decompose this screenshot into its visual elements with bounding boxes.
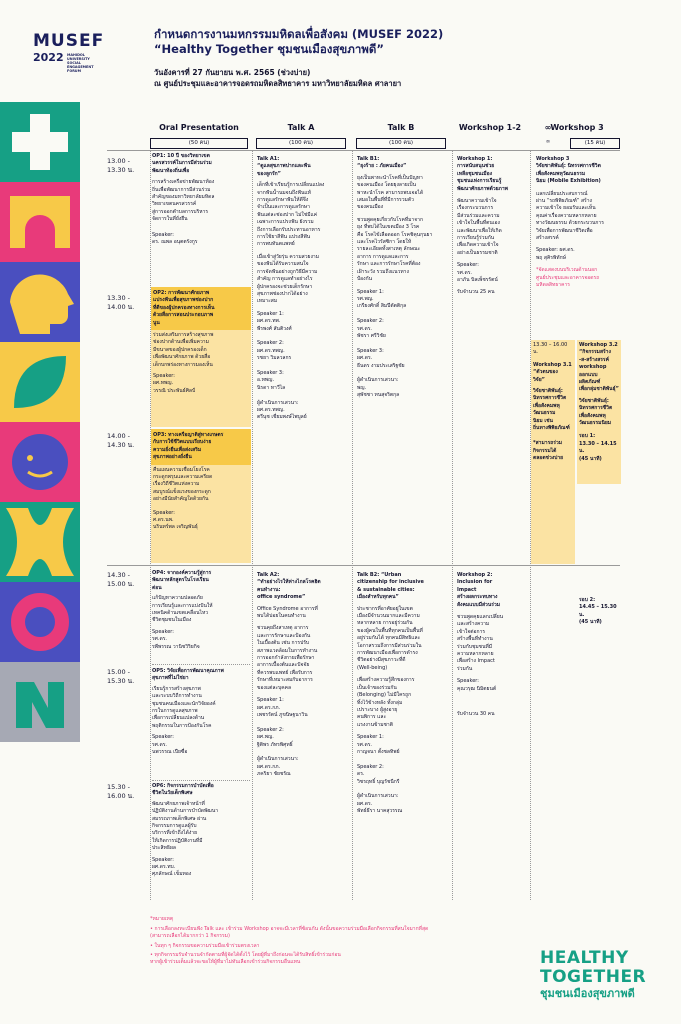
- oral-body: ร่วมส่งเสริมการสร้างสุขภาพ ช่องปากด้านเพื่อเพิ่มความ มีขนาดของผู้ปกครองเด็ก เพื่อพัฒนาศักยภาพ ด้วยสื่อ เด็กบกพร่องทางการมองเห็น: [153, 332, 214, 368]
- oral-body: แก้ปัญหาความปลอดภัย การเรียนรู้และการแบ่งปันให้ เทคนิคด้านเขตเคลื่อนไหว ชีวิตชุมชนในเมือง: [152, 595, 213, 624]
- workshop-body: พัฒนาความเข้าใจ เรื่องกระบวนการ มีส่วนร่วมและความ เข้าใจในพื้นที่ตนเอง และพัฒนาเพื่อให้เกิด การเรียนรู้ร่วมกัน เพื่อเกิดความเข้าใจ อย่างเป็นธรรมชาติ: [457, 198, 502, 256]
- talk-body-2: ชวนพูดคุยเกี่ยวกับโรคที่มาจาก ยุง ที่พบได้ในเขตเมือง 3 โรค คือ โรคไข้เลือดออก โรคชิคุนกุนยา และโรคไวรัสซิกา โดยให้ รายละเอียดทั้งสาเหตุ ลักษณะ อาการ การดูแลและการ รักษา และการรักษาโรคที่ต้อง เฝ้าระวัง รวมถึงแนวทาง ป้องกัน: [357, 216, 433, 283]
- workshop31-note: *สามารถร่วมกิจกรรมได้ ตลอดช่วงบ่าย: [533, 440, 564, 462]
- plus-tile: [0, 102, 80, 182]
- talk-speakers: Speaker 1: ผศ.ดร.กภ. เพชรรัตน์ ภูขนิษฐนาวิน Speaker 2: ผศ.พญ. ฐิติพร ภัทรพิศุทธิ์ ผู้ดำเนินการเสวนา: ผศ.ดร.กภ. ภคริยา ชัยชรัณ: [257, 697, 308, 778]
- talk-speakers: Speaker 1: รศ.ดร. กาญจนา ตั้งชลทิพย์ Speaker 2: ดร. วิชรฤทธิ์ บุญรัชนีกรี ผู้ดำเนินการเสวนา: ผศ.ดร. พัทธ์ธีรา นาคสุวรรณ: [357, 734, 403, 815]
- workshop31-title: Workshop 3.1 “ตัวตนของ วิจัย”: [533, 361, 572, 383]
- healthy-together-brand: [540, 949, 646, 1001]
- oral-speaker: Speaker: ดร. ณพล อนุตตรังกูร: [152, 231, 198, 246]
- col-line: [352, 150, 353, 900]
- time-slot: 15.00 - 15.30 น.: [107, 668, 135, 685]
- brand-line-3: ชุมชนเมืองสุขภาพดี: [540, 987, 635, 1000]
- talk-body-2: ชวนคุยถึงสาเหตุ อาการ และการรักษาและป้องกัน ในเบื้องต้น เช่น การปรับ สภาพแวดล้อมในการทำงาน การออกกำลังกายเพื่อรักษา อาการเบื้องต้นและปัจจัย ที่ควรพบแพทย์ เพื่อรับการ รักษาที่เหมาะสมกับอาการ ของแต่ละบุคคล: [257, 625, 318, 691]
- page-subtitle: “Healthy Together ชุมชนเมืองสุขภาพดี”: [154, 42, 384, 56]
- workshop32-round2: รอบ 2: 14.45 – 15.30 น. (45 นาที): [579, 597, 617, 626]
- oral-session-5: [152, 668, 250, 756]
- oral-speaker: Speaker: ผศ.ทพญ. วรรณิ ประพันธ์ศิลป์: [153, 373, 196, 394]
- oral-session-1: [152, 153, 250, 246]
- session-divider: [152, 664, 250, 665]
- x-tile: [0, 502, 80, 582]
- workshop32-title: Workshop 3.2 “กิจกรรมสร้าง -ส-สร้างสรรค์ workshop ออกแบบ ผลิตภัณฑ์ เพื่อกลุ่มชาติพันธุ์”: [579, 342, 619, 393]
- note-1: • การเลือกลงทะเบียนฟัง Talk และ เข้าร่วม Workshop อาจจะมีเวลาที่ซ้อนกัน ดังนั้นขอความร่วมมือเลือกกิจกรรมที่สนใจมากที่สุด (สามารถเลือกได้มากกว่า 1 กิจกรรม): [150, 926, 429, 940]
- oral-body: พัฒนาศักยภาพเจ้าหน้าที่ ปฏิบัติงานด้านการบำบัดพัฒนา สมรรถภาพเด็กพิเศษ ผ่าน กิจกรรมการดูแลผู้รับ บริการที่เข้าถึงได้ง่าย ให้เกิดการปฏิบัติงานที่มี ประสิทธิผล: [152, 800, 219, 852]
- oral-title: OP4: จากองค์ความรู้สู่การ พัฒนาหลักสูตรในโรงเรียน ต่อน: [152, 570, 212, 591]
- oral-title: OP1: 10 ปี ของวิทยาเขต นครสวรรค์ในการมีส่วนร่วม พัฒนาท้องถิ่นเพื่อ: [152, 153, 212, 174]
- oral-title: OP6: กิจกรรมการบำบัดเพื่อ ชีวิตในวัยเด็กพิเศษ: [152, 783, 214, 797]
- time-slot: 13.00 - 13.30 น.: [107, 157, 135, 174]
- workshop31-time: 13.30 – 16.00 น.: [533, 342, 568, 356]
- event-venue: ณ ศูนย์ประชุมและอาคารจอดรถมหิดลสิทธาคาร มหาวิทยาลัยมหิดล ศาลายา: [154, 79, 402, 88]
- workshop3-title: Workshop 3 วิจัยชาติพันธุ์: นิทรรศการชีวิต เพื่อสังคมพหุวัฒนธรรม นิยม (Mobile Exhibition): [536, 156, 601, 185]
- workshop3-1-block: [531, 340, 575, 564]
- talk-body-2: เพื่อสร้างความรู้สึกของการ เป็นเจ้าของร่วมกัน (Belonging) ไม่มีใครถูก ทิ้งไว้ข้างหลัง ทั้งกลุ่ม เปราะบาง ผู้สูงอายุ คนพิการ และ แรงงานข้ามชาติ: [357, 677, 415, 728]
- talk-body-2: เมื่อเข้าสู่วัยรุ่น ความสวยงาม ของฟันได้รับความสนใจ การจัดฟันอย่างถูกวิธีมีความ สำคัญ การดูแลทำอย่างไร ผู้ปกครองจะช่วยเด็กรักษา สุขภาพช่องปากได้อย่าง เหมาะสม: [257, 253, 320, 305]
- time-slot: 14.00 - 14.30 น.: [107, 432, 135, 449]
- workshop32-round1: รอบ 1: 13.30 – 14.15 น. (45 นาที): [579, 433, 617, 462]
- talk-title: Talk A1: “ดูแลสุขภาพปากและฟัน ของลูกรัก”: [257, 156, 311, 177]
- oral-speaker: Speaker: ผศ.ดร.ทบ. ศุภลักษณ์ เข็มทอง: [152, 856, 192, 878]
- bridge-shape-icon: [0, 182, 80, 262]
- col-workshop12-heading: Workshop 1-2: [458, 123, 522, 132]
- workshop-capacity: รับจำนวน 25 คน: [457, 288, 495, 295]
- oral-body: คืนแผนความเชื่อมโยงโรค กระดูกพรุนและความเครียด เรื่องวิถีชีวิตแห่งความ สมบูรณ์แข็งแรงของกระดูก อย่างมีนัยสำคัญใดด้วยกัน: [153, 466, 213, 503]
- circle-tile: [0, 582, 80, 662]
- workshop-speaker: Speaker: รศ.ดร. อาภัน บิลเพ็ชรรัตน์: [457, 262, 498, 284]
- talk-speakers: Speaker 1: รศ.พญ. เกรียงศักดิ์ สิมปีตัตติกุล Speaker 2: รศ.ดร. พัชรา ศรีวิชัย Speaker 3: ผศ.ดร. ธีนดร งามประเสริฐชัย ผู้ดำเนินการเสวนา: พญ. สุพัชชา ทนสุจริตกุล: [357, 288, 407, 399]
- row-line: [107, 565, 620, 566]
- oral-speaker: Speaker: รศ.ดร. รพีพรรณ วานิชวิริยกิจ: [152, 628, 200, 650]
- musef-logo: [33, 31, 105, 73]
- workshop-body: ชวนพูดคุยแลกเปลี่ยน และสร้างความ เข้าใจต่อการ สร้างพื้นที่ทำงาน ร่วมกับชุมชนที่มี ความหลากหลาย เพื่อสร้าง Impact ร่วมกัน: [457, 614, 504, 672]
- notes-heading: *หมายเหตุ: [150, 916, 174, 922]
- cap-infinity: ∞: [545, 139, 551, 145]
- col-oral-heading: Oral Presentation: [159, 123, 239, 132]
- oral-session-6: [152, 783, 250, 879]
- oral-body: การสร้างเครือข่ายพัฒนาท้อง ถิ่นเพื่อพัฒนาการมีส่วนร่วม สำคัญของมหาวิทยาลัยมหิดล วิทยาเขตนครสวรรค์ สู่การออกตำบลการบริหาร จัดการในที่ยั่งยืน: [152, 179, 215, 223]
- workshop-2: [457, 572, 529, 719]
- oral-session-4: [152, 570, 250, 651]
- workshop-speaker: Speaker: คุณวรุฒ นิมิตยนต์: [457, 678, 497, 692]
- face-profile-icon: [0, 262, 80, 342]
- cap-workshop3: (15 คน): [570, 138, 620, 149]
- time-slot: 14.30 - 15.00 น.: [107, 571, 135, 588]
- workshop31-body: วิจัยชาติพันธุ์: นิทรรศการชีวิต เพื่อสังคมพหุวัฒนธรรม นิยม เช่น ถิ่นทางพิพิธภัณฑ์: [533, 388, 570, 432]
- event-date: วันอังคารที่ 27 กันยายน พ.ศ. 2565 (ช่วงบ่าย): [154, 68, 311, 77]
- time-slot: 15.30 - 16.00 น.: [107, 783, 135, 800]
- oral-session-2: [151, 287, 251, 427]
- col-talk-a-heading: Talk A: [287, 123, 315, 132]
- workshop-title: Workshop 2: Inclusion for Impact สร้างผลกระทบทาง สังคมแบบมีส่วนร่วม: [457, 572, 501, 608]
- face-tile: [0, 262, 80, 342]
- workshop3-body: แลกเปลี่ยนประสบการณ์ ผ่าน “รถพิพิธภัณฑ์” สร้าง ความเข้าใจ ยอมรับและเห็น คุณค่าเรื่องความหลากหลาย ทางวัฒนธรรม ด้วยกระบวนการ วิจัยเพื่อการพัฒนาชีวิตเพื่อ สร้างสรรค์: [536, 190, 604, 242]
- cap-talk-a: (100 คน): [256, 138, 346, 149]
- x-shape-icon: [0, 502, 80, 582]
- oral-title: OP2: การพัฒนาศักยภาพ แปรงฟันเพื่อสุขภาพช่องปาก ที่ดีของผู้ปกครองทางการเห็น ด้วยสื่อการสอนประกอบภาพ นูน: [153, 290, 215, 326]
- oral-speaker: Speaker: รศ.ดร. นพวรรณ เปียซื่อ: [152, 734, 188, 756]
- talk-body: Office Syndrome อาการที่ พบได้บ่อยในคนทำงาน: [257, 605, 318, 620]
- talk-speakers: Speaker 1: ผศ.ดร.ทพ. พีรพงศ์ สันติวงศ์ Speaker 2: ผศ.ดร.ทพญ. รชยา วิมลวลกร Speaker 3: อ.ทพญ. นิรดา ทาวีไล ผู้ดำเนินการเสวนา: ผศ.ดร.ทพญ. ตรีนุช เชี่ยมพงษ์ไพบูลย์: [257, 310, 307, 421]
- talk-title: Talk A2: “ทำอย่างไรให้ห่างไกลโรคฮิต คนทำงาน: office syndrome”: [257, 572, 321, 601]
- talk-body: ประชากรที่อาศัยอยู่ในเขต เมืองมีจำนวนมากและมีความ หลากหลาย การอยู่ร่วมกัน ของผู้คนในพื้นที่ทุกคนเป็นพื้นที่ อยู่ร่วมกันได้ ทุกคนมีสิทธิและ โอกาสรวมถึงการมีส่วนร่วมใน การพัฒนาเมืองเพื่อการดำรง ชีวิตอย่างมีสุขภาวะที่ดี (Well-being): [357, 605, 423, 671]
- col-workshop3-heading: Workshop 3: [550, 123, 604, 132]
- leaf-tile: [0, 342, 80, 422]
- oral-body: เรียนรู้การสร้างสุขภาพ และระบบวิถีการทำงาน ชุมชนคนเมืองและนักวิจัยองค์ กรในการดูแลสุขภาพ เพื่อการเปลี่ยนแปลงด้าน พฤติกรรมในการป้องกันโรค: [152, 685, 216, 729]
- face-tile-2: [0, 422, 80, 502]
- workshop3-2-block: [577, 340, 621, 484]
- ring-icon: [0, 582, 80, 662]
- col-line: [452, 150, 453, 900]
- oral-title: OP5: วิจัยเพื่อการพัฒนาคุณภาพ สุขภาพที่ไม่ใช่ยา: [152, 668, 224, 682]
- session-divider: [152, 780, 250, 781]
- cap-talk-b: (100 คน): [356, 138, 446, 149]
- n-shape-icon: [0, 662, 80, 742]
- pink-tile: [0, 182, 80, 262]
- note-2: • ในทุก ๆ กิจกรรมขอความร่วมมือเข้าร่วมตรงเวลา: [150, 943, 260, 949]
- talk-a1: [257, 156, 349, 422]
- workshop32-body: วิจัยชาติพันธุ์: นิทรรศการชีวิต เพื่อสังคมพหุ วัฒนธรรมนิยม: [579, 397, 613, 427]
- workshop-title: Workshop 1: การสนับสนุนช่วย เหลือชุมชนเมือง ชุมชนแห่งการเรียนรู้ พัฒนาศักยภาพด้วยภาพ: [457, 156, 508, 192]
- talk-b1: [357, 156, 449, 400]
- talk-body: ยุงเป็นพาหะนำโรคที่เป็นปัญหา ของคนเมือง โดยยุงลายเป็น พาหะนำโรค สามารถพบเจอได้ เสมอในพื้นที่ที่มีการรวมตัว ของคนเมือง: [357, 174, 424, 211]
- brand-line-1: HEALTHY: [540, 948, 629, 968]
- cap-oral: (50 คน): [150, 138, 248, 149]
- logo-word: MUSEF: [33, 31, 105, 51]
- row-line: [107, 150, 620, 151]
- logo-subtitle: MAHIDOL UNIVERSITY SOCIAL ENGAGEMENT FORUM: [67, 53, 94, 73]
- col-line: [252, 150, 253, 900]
- oral-speaker: Speaker: ศ.ดร.นพ. นรินทร์พล เจริญพันธุ์: [153, 509, 198, 531]
- talk-b2: [357, 572, 449, 816]
- workshop32-round2-block: [579, 597, 623, 627]
- plus-icon: [0, 102, 80, 182]
- workshop3-location-note: *จัดแสดงบนบริเวณด้านนอก ศูนย์ประชุมและอาคารจอดรถ มหิดลสิทธาคาร: [536, 267, 600, 289]
- oral-title: OP3: ทางเครือญาติสู่ทางเกษตร กับการใช้ชีวิตแบบเรียบง่าย ความยั่งยืนเพื่อส่งเสริม สุขภาพอย่างยั่งยืน: [153, 432, 224, 461]
- time-slot: 13.30 - 14.00 น.: [107, 294, 135, 311]
- talk-body: เด็กที่เข้าเรียนรู้การเปลี่ยนแปลง จากฟันน้ำนมจนถึงฟันแท้ การดูแลรักษาฟันให้ดีจึง จำเป็นและการดูแลรักษา ฟันแต่ละช่องปาก ไม่ใช่มีแค่ เฉพาะการแปรงฟัน ยังรวม ถึงการเลือกรับประทานอาหาร การใช้ยาสีฟัน แปรงสีฟัน การพบทันตแพทย์: [257, 182, 325, 248]
- workshop-1: [457, 156, 529, 296]
- face-front-icon: [0, 422, 80, 502]
- workshop-capacity: รับจำนวน 30 คน: [457, 711, 495, 718]
- note-3: • ทุกกิจกรรมรับจำนวนจำกัดตามที่ผู้จัดได้ตั้งไว้ โดยผู้ที่มาถึงก่อนจะได้รับสิทธิ์เข้าร่วมก่อน หากผู้เข้าร่วมเต็มแล้วจะขอให้ผู้ที่มาไม่ทันเลือกเข้าร่วมกิจกรรมอื่นแทน: [150, 952, 341, 966]
- workshop-3: [536, 156, 620, 290]
- logo-year: 2022: [33, 51, 64, 64]
- brand-line-2: TOGETHER: [540, 967, 647, 987]
- talk-a2: [257, 572, 349, 779]
- oral-session-3: [151, 429, 251, 563]
- n-tile: [0, 662, 80, 742]
- decorative-strip: [0, 0, 80, 1024]
- col-infinity-heading: ∞: [544, 123, 552, 132]
- page-title: กำหนดการงานมหกรรมมหิดลเพื่อสังคม (MUSEF 2022): [154, 27, 444, 41]
- workshop3-speaker: Speaker: ผศ.ดร. พฤ สุคิรพิทักษ์: [536, 247, 575, 261]
- col-talk-b-heading: Talk B: [387, 123, 415, 132]
- talk-title: Talk B2: “Urban citizenship for inclusive & sustainable cities: เมืองสำหรับทุกคน”: [357, 572, 424, 601]
- talk-title: Talk B1: “ยุงร้าย : ภัยคนเมือง”: [357, 156, 407, 170]
- leaf-icon: [0, 342, 80, 422]
